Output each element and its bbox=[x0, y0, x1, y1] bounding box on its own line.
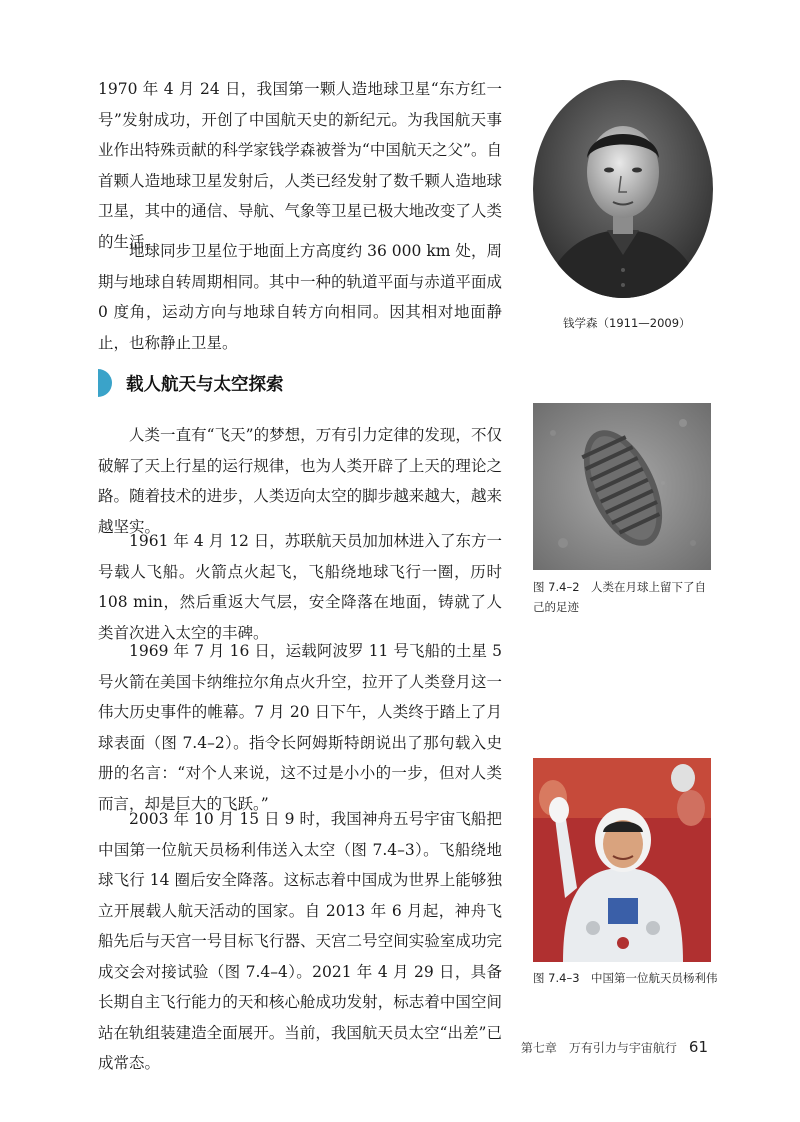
paragraph-gagarin: 1961 年 4 月 12 日，苏联航天员加加林进入了东方一号载人飞船。火箭点火起飞，飞船绕地球飞行一圈，历时 108 min，然后重返大气层，安全降落在地面，铸就了人类首次进入太空的丰碑。 bbox=[98, 532, 502, 642]
chapter-title: 第七章 万有引力与宇宙航行 bbox=[520, 1041, 677, 1055]
page-number: 61 bbox=[688, 1038, 708, 1056]
paragraph-shenzhou: 2003 年 10 月 15 日 9 时，我国神舟五号宇宙飞船把中国第一位航天员杨利伟送入太空（图 7.4–3）。飞船绕地球飞行 14 圈后安全降落。这标志着中国成为世界上能够独立开展载人航天活动的国家。自 2013 年 6 月起，神舟飞船先后与天宫一号目标飞行器、天宫二号空间实验室成功完成交会对接试验（图 7.4–4）。2021 年 4 月 29 日，具备长期自主飞行能力的天和核心舱成功发射，标志着中国空间站在轨组装建造全面展开。当前，我国航天员太空“出差”已成常态。 bbox=[98, 810, 502, 1072]
portrait-caption: 钱学森（1911—2009） bbox=[563, 316, 691, 330]
paragraph-apollo: 1969 年 7 月 16 日，运载阿波罗 11 号飞船的土星 5 号火箭在美国卡纳维拉尔角点火升空，拉开了人类登月这一伟大历史事件的帷幕。7 月 20 日下午，人类终于踏上了月球表面（图 7.4–2）。指令长阿姆斯特朗说出了那句载入史册的名言：“对个人来说，这不过是小小的一步，但对人类而言，却是巨大的飞跃。” bbox=[98, 642, 502, 813]
moon-caption: 图 7.4–2 人类在月球上留下了自己的足迹 bbox=[533, 580, 707, 614]
paragraph-dongfanghong: 1970 年 4 月 24 日，我国第一颗人造地球卫星“东方红一号”发射成功，开创了中国航天史的新纪元。为我国航天事业作出特殊贡献的科学家钱学森被誉为“中国航天之父”。自首颗人造地球卫星发射后，人类已经发射了数千颗人造地球卫星，其中的通信、导航、气象等卫星已极大地改变了人类的生活。 bbox=[98, 80, 502, 251]
astronaut-caption: 图 7.4–3 中国第一位航天员杨利伟 bbox=[533, 971, 718, 985]
portrait-photo bbox=[533, 80, 713, 298]
paragraph-geostationary: 地球同步卫星位于地面上方高度约 36 000 km 处，周期与地球自转周期相同。其中一种的轨道平面与赤道平面成 0 度角，运动方向与地球自转方向相同。因其相对地面静止，也称静止卫星。 bbox=[98, 242, 502, 352]
moon-footprint-photo bbox=[533, 403, 711, 570]
page-footer bbox=[521, 1038, 708, 1056]
heading-marker bbox=[98, 369, 112, 397]
section-heading-text: 载人航天与太空探索 bbox=[126, 374, 284, 395]
paragraph-flying-dream: 人类一直有“飞天”的梦想，万有引力定律的发现，不仅破解了天上行星的运行规律，也为人类开辟了上天的理论之路。随着技术的进步，人类迈向太空的脚步越来越大，越来越坚实。 bbox=[98, 426, 502, 536]
astronaut-photo bbox=[533, 758, 711, 962]
section-heading bbox=[98, 366, 284, 400]
